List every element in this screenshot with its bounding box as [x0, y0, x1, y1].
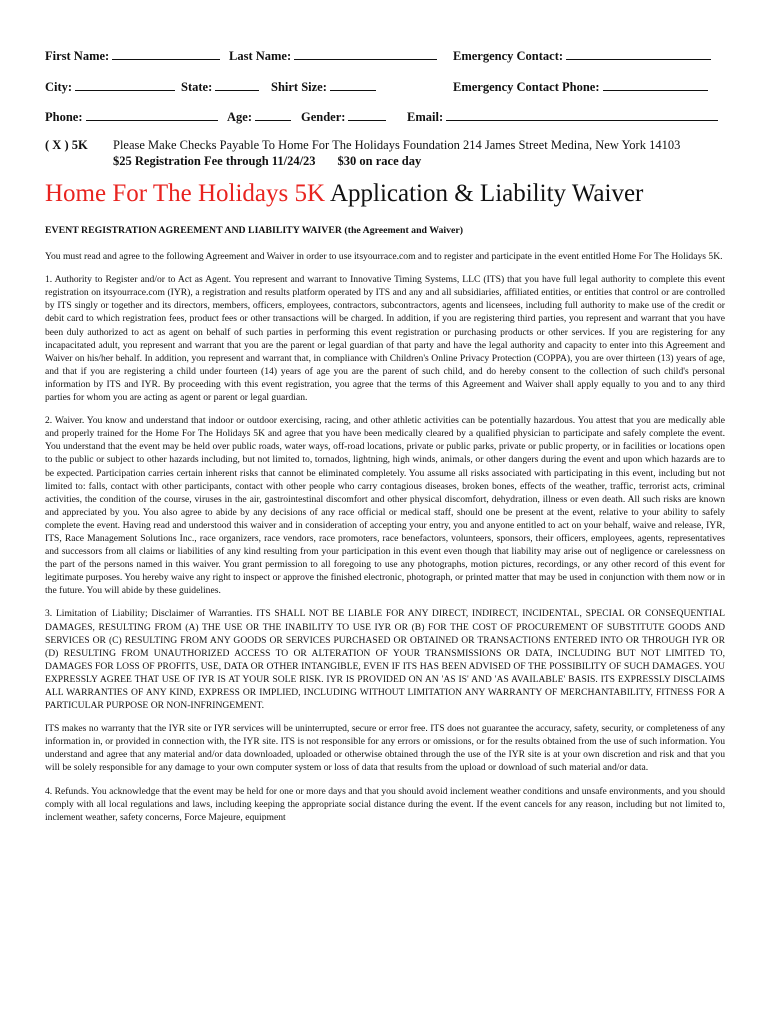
- last-name-line[interactable]: [294, 47, 437, 60]
- last-name-label: Last Name:: [229, 49, 292, 63]
- emergency-contact-field[interactable]: [453, 47, 711, 64]
- gender-label: Gender:: [301, 110, 346, 124]
- email-line[interactable]: [446, 108, 718, 121]
- email-field[interactable]: [407, 108, 718, 125]
- fee-race-day: $30 on race day: [337, 154, 422, 168]
- phone-line[interactable]: [86, 108, 218, 121]
- state-field[interactable]: [181, 78, 259, 95]
- city-line[interactable]: [75, 78, 175, 91]
- form-row-contact: [45, 108, 725, 126]
- state-line[interactable]: [215, 78, 259, 91]
- emergency-phone-label: Emergency Contact Phone:: [453, 80, 600, 94]
- paragraph-no-warranty: ITS makes no warranty that the IYR site or IYR services will be uninterrupted, secure or error free. ITS does not guarantee the accuracy, safety, security, or completeness of any information in, or provided in connection with, the IYR site. ITS is not responsible for any errors or omissions, or for the results obtained from the use of such information. You understand and agree that any material and/or data downloaded, uploaded or otherwise obtained through the use of the IYR site is at your own discretion and risk and that you will be solely responsible for any damage to your own computer system or loss of data that results from the upload or download of such material and/or data.: [45, 723, 725, 774]
- title-rest: Application & Liability Waiver: [325, 180, 644, 207]
- page-title: [45, 180, 643, 208]
- form-row-names: [45, 47, 725, 65]
- agreement-subheading: EVENT REGISTRATION AGREEMENT AND LIABILITY WAIVER (the Agreement and Waiver): [45, 225, 463, 236]
- first-name-label: First Name:: [45, 49, 110, 63]
- gender-field[interactable]: [301, 108, 386, 125]
- paragraph-liability: 3. Limitation of Liability; Disclaimer of Warranties. ITS SHALL NOT BE LIABLE FOR ANY DIRECT, INDIRECT, INCIDENTAL, SPECIAL OR CONSEQUENTIAL DAMAGES, RESULTING FROM (A) THE USE OR THE INABILITY TO USE IYR OR (B) FOR THE COST OF PROCUREMENT OF SUBSTITUTE GOODS AND SERVICES OR (C) RESULTING FROM ANY GOODS OR SERVICES PURCHASED OR OBTAINED OR TRANSACTIONS ENTERED INTO OR THROUGH IYR OR (D) RESULTING FROM UNAUTHORIZED ACCESS TO OR ALTERATION OF YOUR TRANSMISSIONS OR DATA, INCLUDING BUT NOT LIMITED TO, DAMAGES FOR LOSS OF PROFITS, USE, DATA OR OTHER INTANGIBLE, EVEN IF ITS HAS BEEN ADVISED OF THE POSSIBILITY OF SUCH DAMAGES. YOU EXPRESSLY AGREE THAT USE OF IYR IS AT YOUR SOLE RISK. IYR IS PROVIDED ON AN 'AS IS' AND 'AS AVAILABLE' BASIS. ITS EXPRESSLY DISCLAIMS ALL WARRANTIES OF ANY KIND, EXPRESS OR IMPLIED, INCLUDING WITHOUT LIMITATION ANY WARRANTY OF MERCHANTABILITY, FITNESS FOR A PARTICULAR PURPOSE OR NON-INFRINGEMENT.: [45, 608, 725, 712]
- event-option-5k[interactable]: ( X ) 5K: [45, 138, 88, 152]
- emergency-phone-line[interactable]: [603, 78, 708, 91]
- paragraph-intro: You must read and agree to the following Agreement and Waiver in order to use itsyourrace.com and to register and participate in the event entitled Home For The Holidays 5K.: [45, 251, 723, 263]
- emergency-phone-field[interactable]: [453, 78, 708, 95]
- age-field[interactable]: [227, 108, 291, 125]
- city-label: City:: [45, 80, 73, 94]
- city-field[interactable]: [45, 78, 175, 95]
- age-line[interactable]: [255, 108, 291, 121]
- form-row-location: [45, 78, 725, 96]
- first-name-field[interactable]: [45, 47, 220, 64]
- shirt-size-field[interactable]: [271, 78, 376, 95]
- paragraph-refunds: 4. Refunds. You acknowledge that the event may be held for one or more days and that you should avoid inclement weather conditions and unsafe environments, and you should comply with all local regulations and laws, including keeping the appropriate social distance during the event. If the event cancels for any reason, including but not limited to, inclement weather, safety concerns, Force Majeure, equipment: [45, 785, 725, 823]
- last-name-field[interactable]: [229, 47, 437, 64]
- shirt-size-line[interactable]: [330, 78, 376, 91]
- title-event-name: Home For The Holidays 5K: [45, 180, 326, 207]
- fee-line: [113, 154, 421, 169]
- checks-payable-line: Please Make Checks Payable To Home For The Holidays Foundation 214 James Street Medina, New York 14103: [113, 138, 681, 152]
- gender-line[interactable]: [348, 108, 386, 121]
- state-label: State:: [181, 80, 213, 94]
- email-label: Email:: [407, 110, 444, 124]
- shirt-size-label: Shirt Size:: [271, 80, 327, 94]
- emergency-contact-line[interactable]: [566, 47, 711, 60]
- fee-early: $25 Registration Fee through 11/24/23: [113, 154, 316, 168]
- paragraph-authority: 1. Authority to Register and/or to Act as Agent. You represent and warrant to Innovative Timing Systems, LLC (ITS) that you have full legal authority to complete this event registration on itsyourrace.com (IYR), a registration and results platform operated by ITS and any and all subsidiaries, affiliated entities, or entities that control or are controlled by ITS singly or together and its directors, members, officers, employees, contractors, subcontractors, agents and licensees, including full authority to make use of the credit or debit card to which registration fees, product fees or other transactions will be charged. In addition, if you are registering third parties, you represent and warrant that you have been duly authorized to act as agent on behalf of such parties in performing this event registration or purchasing products or other services. If you are registering for any incapacitated adult, you represent and warrant that you are the parent or legal guardian of that party and have the legal authority and capacity to enter into this Agreement and Waiver on his/her behalf. In addition, you represent and warrant that, in compliance with Children's Online Privacy Protection (COPPA), you are over thirteen (13) years of age, and that if you are registering a child under fourteen (14) years of age you are the parent of such child, and do hereby consent to the collection of such child's personal information by ITS and IYR. By proceeding with this event registration, you agree that the terms of this Agreement and Waiver shall apply equally to you and to any third parties for whom you are acting as agent or parent or legal guardian.: [45, 274, 725, 404]
- phone-field[interactable]: [45, 108, 218, 125]
- first-name-line[interactable]: [112, 47, 220, 60]
- phone-label: Phone:: [45, 110, 83, 124]
- waiver-text: [45, 224, 725, 834]
- age-label: Age:: [227, 110, 252, 124]
- paragraph-waiver: 2. Waiver. You know and understand that indoor or outdoor exercising, racing, and other athletic activities can be potentially hazardous. You attest that you are medically able and properly trained for the Home For The Holidays 5K and agree that you have been medically cleared by a qualified physician to participate and safely complete the event. You understand that the event may be held over public roads, water ways, off-road locations, private or public parks, private or public property, or in facilities or locations open to the public or subject to other hazards including, but not limited to, tornados, lightning, high winds, animals, or other dangers during the event and upon which hazards are to be expected. Participation carries certain inherent risks that cannot be eliminated completely. You assume all risks associated with participating in this event, including but not limited to: falls, contact with other participants, contact with other people who carry contagious diseases, broken bones, effects of the weather, traffic, terrorist acts, criminal activities, the condition of the course, viruses in the air, gastrointestinal discomfort and other physical discomfort, dehydration, illness or even death. All such risks are known and appreciated by you. You also agree to abide by any decisions of any race official or medical staff, should one be present at the event, relative to your ability to safely complete the event. Having read and understood this waiver and in consideration of accepting your entry, you and anyone entitled to act on your behalf, waive and release, IYR, ITS, Race Management Solutions Inc., race organizers, race vendors, race promoters, race benefactors, volunteers, sponsors, their officers, employees, agents, representatives and successors from all claims or liabilities of any kind resulting from your participation in this event even though that liability may arise out of negligence or carelessness on the part of the persons named in this waiver. You grant permission to all foregoing to use any photographs, motion pictures, recordings, or any other record of this event for legitimate purposes. You hereby waive any right to inspect or approve the finished electronic, photograph, or printed matter that may be used in conjunction with them now or in the future. You will abide by these guidelines.: [45, 415, 725, 597]
- emergency-contact-label: Emergency Contact:: [453, 49, 564, 63]
